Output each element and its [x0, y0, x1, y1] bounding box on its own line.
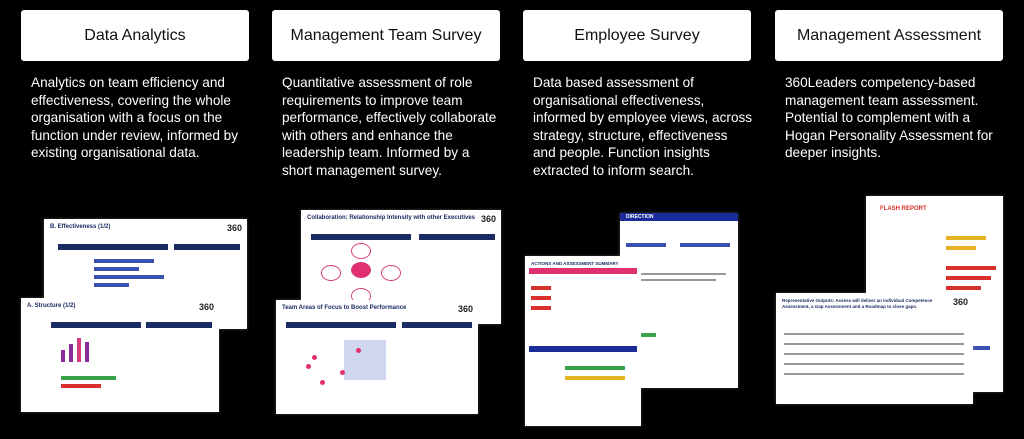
chart-bar	[531, 286, 551, 290]
column-title: Employee Survey	[523, 10, 751, 61]
chart-bar	[69, 344, 73, 362]
chart-bar	[94, 259, 154, 263]
chart-bar	[61, 350, 65, 362]
text-line	[784, 373, 964, 375]
slide-logo: 360	[952, 297, 968, 307]
text-line	[784, 363, 964, 365]
chart-bar	[946, 276, 991, 280]
text-line	[626, 273, 726, 275]
text-line	[784, 343, 964, 345]
slide-title: DIRECTION	[626, 214, 654, 220]
slide-title: Team Areas of Focus to Boost Performance	[282, 305, 407, 311]
slide-thumbnail	[21, 298, 219, 412]
table-header	[419, 234, 495, 240]
column-description: Quantitative assessment of role requirements to improve team performance, effectively collaborate with others and enhance the leadership team. Informed by a short management survey.	[282, 75, 497, 178]
chart-bar	[61, 376, 116, 380]
quadrant	[344, 340, 386, 380]
chart-bar	[946, 286, 981, 290]
column-title: Data Analytics	[21, 10, 249, 61]
chart-bar	[946, 246, 976, 250]
slide-title: A. Structure (1/2)	[27, 303, 76, 309]
table-header	[51, 322, 141, 328]
text-line	[784, 353, 964, 355]
table-header	[58, 244, 168, 250]
slide-title: Collaboration: Relationship Intensity with other Executives	[307, 215, 476, 221]
slide-logo: 360	[198, 302, 214, 312]
chart-bar	[85, 342, 89, 362]
column-description: Data based assessment of organisational effectiveness, informed by employee views, across strategy, structure, effectiveness and people. Function insights extracted to inform search.	[533, 75, 753, 178]
slide-thumbnail	[776, 293, 973, 404]
plot-point	[340, 370, 345, 375]
slide-title: ACTIONS AND ASSESSMENT SUMMARY	[531, 261, 619, 266]
chart-bar	[94, 283, 129, 287]
column-title: Management Team Survey	[272, 10, 500, 61]
network-node	[381, 265, 401, 281]
chart-bar	[77, 338, 81, 362]
slide-thumbnail	[525, 256, 641, 426]
chart-bar	[531, 296, 551, 300]
table-header	[311, 234, 411, 240]
slide-title: Representative Outputs: Assess will deliver an individual Competence Assessment, a Gap Assessment and a Roadmap to close gaps.	[782, 298, 933, 309]
plot-point	[356, 348, 361, 353]
chart-bar	[61, 384, 101, 388]
chart-bar	[946, 236, 986, 240]
chart-bar	[626, 243, 666, 247]
table-header	[174, 244, 240, 250]
table-header	[402, 322, 472, 328]
chart-bar	[94, 275, 164, 279]
text-line	[784, 333, 964, 335]
slide-logo: 360	[480, 214, 496, 224]
slide-logo: 360	[457, 304, 473, 314]
plot-point	[320, 380, 325, 385]
column-title: Management Assessment	[775, 10, 1003, 61]
network-node	[351, 262, 371, 278]
plot-point	[312, 355, 317, 360]
column-description: Analytics on team efficiency and effectiveness, covering the whole organisation with a focus on the function under review, informed by existing organisational data.	[31, 75, 239, 160]
chart-bar	[94, 267, 139, 271]
table-header	[286, 322, 396, 328]
slide-logo: 360	[226, 223, 242, 233]
chart-bar	[531, 306, 551, 310]
slide-header-bar	[529, 346, 637, 352]
table-header	[146, 322, 212, 328]
network-node	[321, 265, 341, 281]
chart-bar	[946, 266, 996, 270]
plot-point	[306, 364, 311, 369]
slide-header-bar	[529, 268, 637, 274]
slide-thumbnail	[276, 300, 478, 414]
chart-bar	[565, 376, 625, 380]
column-description: 360Leaders competency-based management team assessment. Potential to complement with a Hogan Personality Assessment for deeper insights.	[785, 75, 993, 160]
chart-bar	[680, 243, 730, 247]
slide-title: B. Effectiveness (1/2)	[50, 224, 111, 230]
network-node	[351, 243, 371, 259]
slide-title: FLASH REPORT	[880, 206, 927, 212]
chart-bar	[565, 366, 625, 370]
